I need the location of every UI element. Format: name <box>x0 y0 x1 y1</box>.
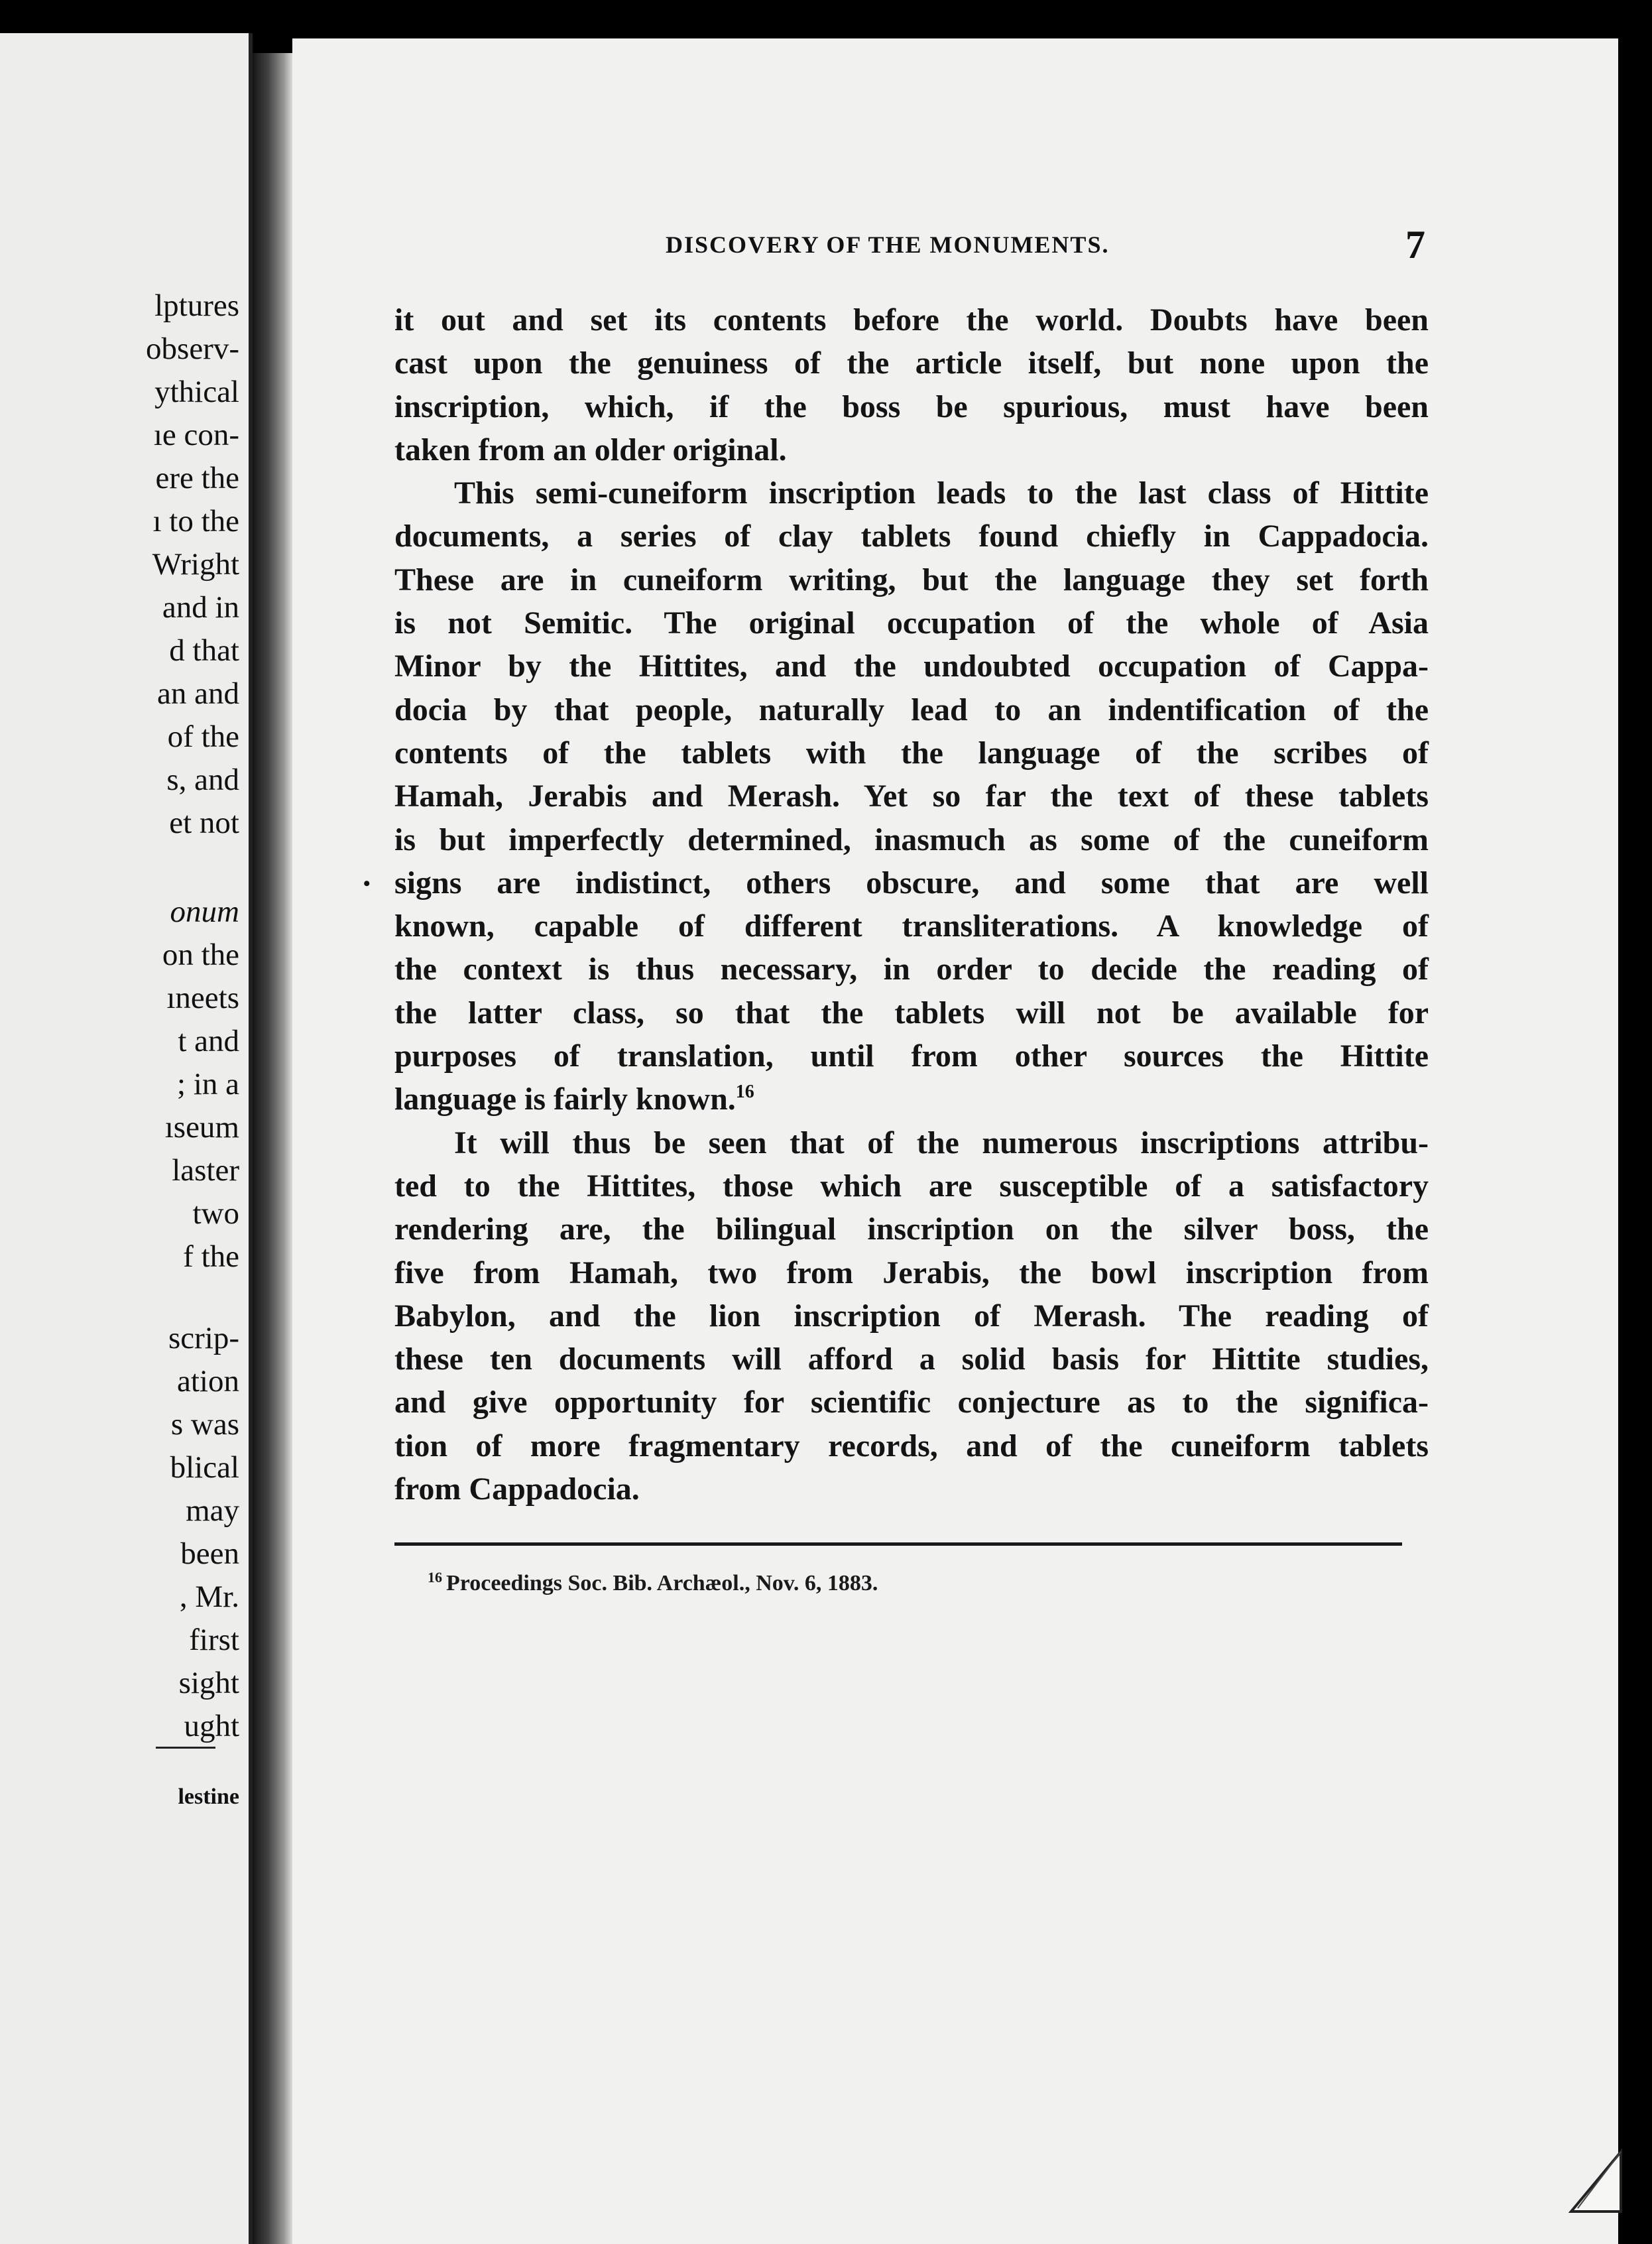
left-page-fragment: , Mr. <box>179 1580 239 1614</box>
body-line <box>394 342 1429 385</box>
left-page-fragment: ught <box>184 1709 239 1743</box>
body-line-text: Babylon, and the lion inscription of Merash. The reading of <box>394 1298 1429 1334</box>
footnote-mark: 16 <box>428 1569 442 1586</box>
body-text <box>394 298 1429 1511</box>
body-line-text: tion of more fragmentary records, and of the cuneiform tablets <box>394 1428 1429 1464</box>
body-line <box>394 1424 1429 1467</box>
body-line-text: known, capable of different transliterations. A knowledge of <box>394 908 1429 944</box>
body-line-text: it out and set its contents before the world. Doubts have been <box>394 302 1429 338</box>
body-line <box>394 298 1429 342</box>
body-line <box>394 1338 1429 1381</box>
left-page-fragment: two <box>192 1196 239 1231</box>
body-line-text: is but imperfectly determined, inasmuch as some of the cuneiform <box>394 822 1429 857</box>
left-page-fragment: observ- <box>146 332 239 366</box>
body-line <box>394 645 1429 688</box>
body-line <box>394 1164 1429 1208</box>
left-page-fragment: ıneets <box>166 981 239 1015</box>
left-page-footnote-rule <box>156 1747 215 1749</box>
body-line-text: ted to the Hittites, those which are susceptible of a satisfactory <box>394 1168 1429 1204</box>
footnote <box>428 1569 878 1596</box>
left-page-fragment: ıseum <box>164 1110 239 1145</box>
body-line-text: cast upon the genuiness of the article itself, but none upon the <box>394 345 1429 381</box>
body-line <box>394 775 1429 818</box>
page-corner-fold <box>1564 2149 1624 2215</box>
body-line-text: purposes of translation, until from other sources the Hittite <box>394 1038 1429 1074</box>
body-line-text: the latter class, so that the tablets will not be available for <box>394 995 1429 1030</box>
margin-mark: • <box>363 873 371 895</box>
body-line <box>394 731 1429 775</box>
left-page-fragment: on the <box>162 938 239 972</box>
body-line-text: the context is thus necessary, in order to decide the reading of <box>394 952 1429 987</box>
body-line-text: inscription, which, if the boss be spurious, must have been <box>394 389 1429 424</box>
left-page-fragment: blical <box>170 1450 239 1485</box>
body-line-text: It will thus be seen that of the numerous inscriptions attribu- <box>454 1125 1429 1160</box>
body-line <box>394 861 1429 904</box>
footnote-rule <box>394 1542 1402 1546</box>
previous-page-edge <box>0 33 253 2244</box>
body-line <box>394 818 1429 861</box>
left-page-fragment: d that <box>169 633 239 668</box>
page-number: 7 <box>1405 223 1425 267</box>
body-line <box>394 1294 1429 1338</box>
left-page-fragment: sight <box>178 1666 239 1700</box>
body-line <box>394 1121 1429 1164</box>
body-line-text: language is fairly known. <box>394 1082 736 1117</box>
body-line-text: Minor by the Hittites, and the undoubted occupation of Cappa- <box>394 649 1429 684</box>
body-line-text: these ten documents will afford a solid basis for Hittite studies, <box>394 1341 1429 1377</box>
left-page-fragment: scrip- <box>168 1321 239 1355</box>
body-line <box>394 601 1429 645</box>
body-line-text: taken from an older original. <box>394 432 787 468</box>
body-line <box>394 1467 1429 1511</box>
body-line <box>394 1251 1429 1294</box>
body-line <box>394 991 1429 1034</box>
body-line-text: rendering are, the bilingual inscription on the silver boss, the <box>394 1212 1429 1247</box>
left-page-fragment: ıe con- <box>153 418 239 452</box>
left-page-fragment: t and <box>178 1024 239 1058</box>
body-line <box>394 948 1429 991</box>
body-line <box>394 1381 1429 1424</box>
book-gutter-shadow <box>253 53 292 2244</box>
body-line-text: contents of the tablets with the language of the scribes of <box>394 735 1429 771</box>
body-line-text: from Cappadocia. <box>394 1471 640 1507</box>
left-page-fragment: s was <box>170 1407 239 1442</box>
left-page-fragment: ere the <box>155 461 239 495</box>
body-line-text: is not Semitic. The original occupation of the whole of Asia <box>394 605 1429 641</box>
left-page-fragment: first <box>189 1623 239 1657</box>
left-page-fragment: ; in a <box>177 1067 239 1101</box>
body-line-text: These are in cuneiform writing, but the language they set forth <box>394 562 1429 597</box>
left-page-fragment: of the <box>167 719 239 754</box>
body-line <box>394 1208 1429 1251</box>
body-line <box>394 428 1429 471</box>
left-page-fragment: ation <box>177 1364 239 1399</box>
body-line <box>394 1034 1429 1078</box>
body-line-text: docia by that people, naturally lead to an indentification of the <box>394 692 1429 727</box>
left-page-fragment: s, and <box>166 763 239 797</box>
body-line-text: signs are indistinct, others obscure, and some that are well <box>394 865 1429 901</box>
body-line <box>394 515 1429 558</box>
footnote-text: Proceedings Soc. Bib. Archæol., Nov. 6, 1883. <box>446 1571 878 1595</box>
left-page-fragment: an and <box>157 676 239 711</box>
body-line <box>394 558 1429 601</box>
left-page-fragment: and in <box>162 590 239 625</box>
left-page-fragment: been <box>180 1536 239 1571</box>
body-line <box>394 471 1429 515</box>
left-page-fragment: Wright <box>152 547 239 582</box>
body-line <box>394 904 1429 948</box>
body-line <box>394 1078 1429 1121</box>
left-page-fragment: lestine <box>178 1784 239 1809</box>
running-head: DISCOVERY OF THE MONUMENTS. <box>666 231 1110 258</box>
left-page-fragment: may <box>186 1493 239 1528</box>
body-line-text: Hamah, Jerabis and Merash. Yet so far the text of these tablets <box>394 779 1429 814</box>
left-page-fragment: ı to the <box>152 504 239 538</box>
body-line-text: five from Hamah, two from Jerabis, the bowl inscription from <box>394 1255 1429 1290</box>
left-page-fragment: f the <box>183 1239 239 1274</box>
left-page-fragment: laster <box>172 1153 239 1188</box>
body-line <box>394 385 1429 428</box>
body-line <box>394 688 1429 731</box>
body-line-text: and give opportunity for scientific conjecture as to the significa- <box>394 1385 1429 1420</box>
body-line-text: documents, a series of clay tablets found chiefly in Cappadocia. <box>394 519 1429 554</box>
left-page-fragment: lptures <box>154 288 239 323</box>
left-page-fragment: et not <box>169 806 239 840</box>
left-page-fragment: ythical <box>154 375 239 409</box>
left-page-fragment: onum <box>170 895 239 929</box>
body-line-text: This semi-cuneiform inscription leads to the last class of Hittite <box>454 475 1429 511</box>
footnote-reference: 16 <box>735 1082 754 1103</box>
